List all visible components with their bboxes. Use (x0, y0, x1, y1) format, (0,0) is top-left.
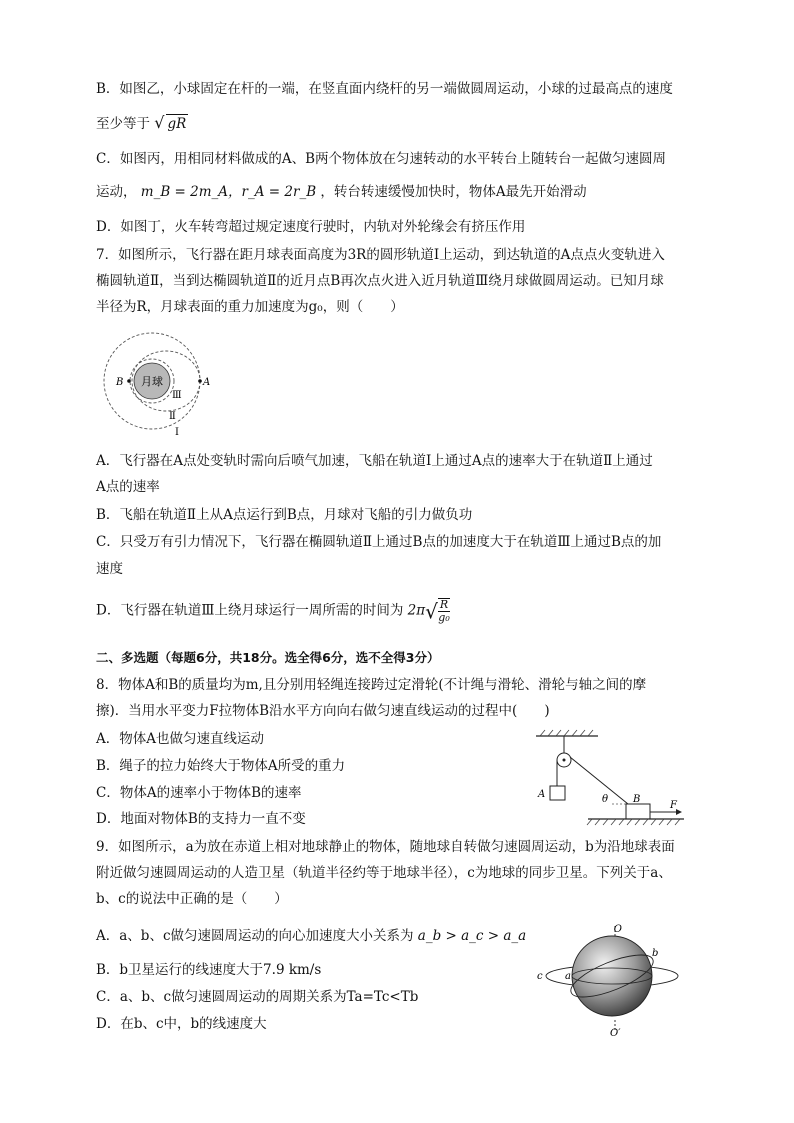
q9-option-d: D．在b、c中，b的线速度大 (96, 1016, 267, 1032)
q7-option-d-fraction (438, 598, 450, 624)
q7-stem-line2: 椭圆轨道Ⅱ，当到达椭圆轨道Ⅱ的近月点B再次点火进入近月轨道Ⅲ绕月球做圆周运动。已知月球 (96, 273, 664, 289)
q7-stem-line3: 半径为R，月球表面的重力加速度为g₀，则（ ） (96, 299, 404, 315)
block-a (550, 786, 565, 800)
point-b-dot (127, 379, 131, 383)
q8-option-a: A．物体A也做匀速直线运动 (96, 731, 264, 747)
sqrt-sign: √ (154, 113, 165, 132)
sqrt-sign: √ (425, 599, 438, 624)
moon-label: 月球 (141, 375, 163, 388)
axis-bottom-label: O′ (610, 1028, 621, 1038)
label-c: c (537, 971, 543, 982)
q7-option-a-line2: A点的速率 (96, 479, 160, 495)
q9-option-a (96, 927, 526, 945)
q7-option-b: B．飞船在轨道Ⅱ上从A点运行到B点，月球对飞船的引力做负功 (96, 507, 473, 523)
ground-hatch (587, 819, 680, 825)
q6-option-c-math: m_B = 2m_A，r_A = 2r_B (140, 184, 317, 200)
point-b-label: B (116, 377, 124, 388)
q6-option-d: D．如图丁，火车转弯超过规定速度行驶时，内轨对外轮缘会有挤压作用 (96, 219, 526, 235)
block-b-label: B (633, 794, 641, 805)
orbit-3-label: Ⅲ (172, 390, 182, 401)
q7-option-d (96, 598, 450, 624)
q6-option-c-text-a: 运动， (96, 184, 137, 200)
q9-stem-line1: 9．如图所示，a为放在赤道上相对地球静止的物体，随地球自转做匀速圆周运动，b为沿地球表面 (96, 839, 675, 855)
q9-option-b: B．b卫星运行的线速度大于7.9 km/s (96, 962, 322, 978)
q9-option-a-text: A．a、b、c做匀速圆周运动的向心加速度大小关系为 (96, 928, 414, 944)
label-a: a (565, 971, 571, 982)
ceiling-hatch (540, 730, 593, 736)
q7-option-c-line2: 速度 (96, 561, 123, 577)
q7-stem-line1: 7．如图所示，飞行器在距月球表面高度为3R的圆形轨道Ⅰ上运动，到达轨道的A点点火变轨进入 (96, 247, 665, 263)
fraction-denominator: g₀ (438, 611, 450, 624)
q6-option-c-text-b: ，转台转速缓慢加快时，物体A最先开始滑动 (320, 184, 587, 200)
fraction-numerator: R (439, 598, 449, 611)
q7-option-c-line1: C．只受万有引力情况下，飞行器在椭圆轨道Ⅱ上通过B点的加速度大于在轨道Ⅲ上通过B点的加 (96, 534, 662, 550)
q9-stem-line2: 附近做匀速圆周运动的人造卫星（轨道半径约等于地球半径），c为地球的同步卫星。下列关于a、 (96, 865, 672, 881)
q7-option-a-line1: A．飞行器在A点处变轨时需向后喷气加速，飞船在轨道Ⅰ上通过A点的速率大于在轨道Ⅱ上通过 (96, 453, 653, 469)
pulley-axle (563, 759, 566, 762)
q6-option-c-line1: C．如图丙，用相同材料做成的A、B两个物体放在匀速转动的水平转台上随转台一起做匀速圆周 (96, 151, 666, 167)
q7-option-d-coef: 2π (407, 602, 426, 619)
q6-option-b-text: 至少等于 (96, 116, 150, 132)
section-title: 二、多选题（每题6分，共18分。选全得6分，选不全得3分） (96, 650, 440, 665)
q8-option-b: B．绳子的拉力始终大于物体A所受的重力 (96, 758, 346, 774)
q6-option-b-line1: B．如图乙，小球固定在杆的一端，在竖直面内绕杆的另一端做圆周运动，小球的过最高点的速度 (96, 81, 673, 97)
rope-to-b (570, 757, 628, 804)
point-a-dot (198, 379, 202, 383)
q8-option-c: C．物体A的速率小于物体B的速率 (96, 785, 302, 801)
axis-top-label: O (613, 924, 622, 935)
earth-sphere (572, 936, 652, 1016)
q8-pulley-figure (532, 728, 692, 828)
q8-option-d: D．地面对物体B的支持力一直不变 (96, 811, 306, 827)
q9-stem-line3: b、c的说法中正确的是（ ） (96, 891, 288, 907)
q9-earth-figure (532, 920, 682, 1038)
block-a-label: A (538, 789, 546, 800)
block-b (626, 804, 650, 819)
orbit-1-label: Ⅰ (175, 427, 179, 438)
q7-orbit-figure (96, 328, 216, 440)
q6-option-c-line2 (96, 183, 587, 201)
theta-label: θ (602, 794, 609, 805)
q8-stem-line2: 擦)．当用水平变力F拉物体B沿水平方向向右做匀速直线运动的过程中( ) (96, 703, 550, 719)
q7-option-d-text: D．飞行器在轨道Ⅲ上绕月球运行一周所需的时间为 (96, 602, 404, 619)
q6-option-b-line2 (96, 114, 188, 133)
q9-option-a-math: a_b > a_c > a_a (417, 928, 527, 944)
q9-option-c: C．a、b、c做匀速圆周运动的周期关系为Ta=Tc<Tb (96, 989, 419, 1005)
label-b: b (652, 948, 659, 959)
q6-option-b-sqrt: gR (167, 116, 187, 132)
q8-stem-line1: 8．物体A和B的质量均为m,且分别用轻绳连接跨过定滑轮(不计绳与滑轮、滑轮与轴之间的摩 (96, 677, 647, 693)
orbit-2-label: Ⅱ (169, 411, 176, 422)
point-a-label: A (203, 377, 211, 388)
force-label: F (670, 800, 677, 811)
